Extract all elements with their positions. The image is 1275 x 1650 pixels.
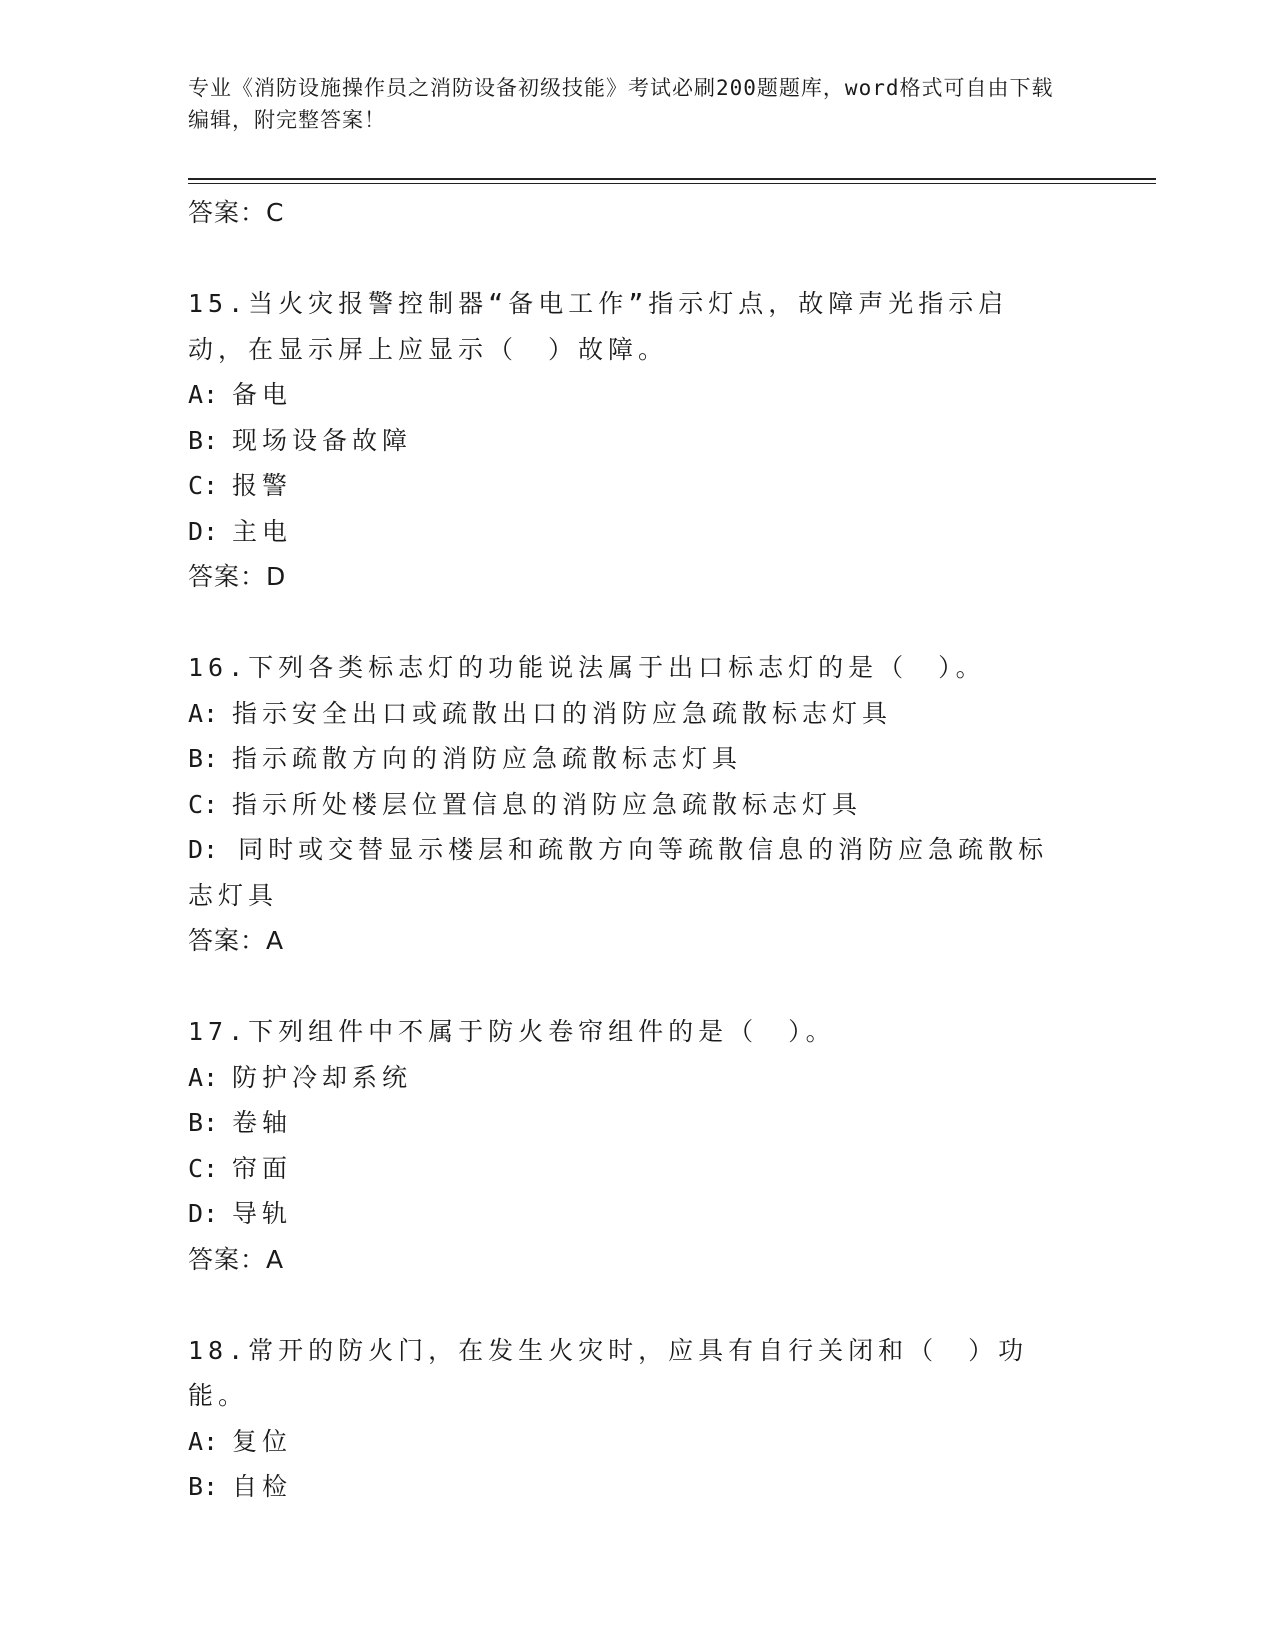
option-text: 导轨 [232, 1199, 293, 1228]
header-rule-thin [188, 183, 1156, 184]
option-key: D: [188, 835, 219, 864]
answer-line: 答案：C [188, 198, 285, 227]
option-b [188, 736, 1088, 782]
option-key: D: [188, 1199, 219, 1228]
option-a [188, 1419, 1088, 1465]
option-key: B: [188, 1472, 219, 1501]
option-text: 指示疏散方向的消防应急疏散标志灯具 [232, 744, 743, 773]
option-text: 防护冷却系统 [232, 1062, 413, 1092]
option-d [188, 827, 1068, 918]
answer-line: 答案：D [188, 562, 287, 591]
question-block [188, 281, 1088, 600]
option-key: C: [188, 471, 219, 500]
option-key: A: [188, 380, 219, 409]
option-c [188, 1146, 1088, 1192]
question-block [188, 1328, 1088, 1510]
option-a [188, 691, 1088, 737]
option-key: C: [188, 789, 219, 819]
answer-line: 答案：A [188, 1244, 285, 1274]
option-c [188, 782, 1088, 828]
option-key: D: [188, 516, 219, 546]
question-text: 18.常开的防火门，在发生火灾时，应具有自行关闭和（ ）功能。 [188, 1335, 1029, 1410]
option-key: A: [188, 1062, 219, 1092]
answer-line: 答案：A [188, 926, 285, 955]
option-d [188, 1191, 1088, 1237]
option-text: 帘面 [232, 1153, 293, 1183]
option-text: 备电 [232, 380, 293, 409]
option-key: A: [188, 698, 219, 728]
option-key: B: [188, 744, 219, 773]
option-b [188, 418, 1088, 464]
option-a [188, 1055, 1088, 1101]
option-text: 现场设备故障 [232, 425, 413, 455]
option-b [188, 1464, 1088, 1510]
question-text: 17.下列组件中不属于防火卷帘组件的是（ ）。 [188, 1017, 836, 1046]
option-text: 指示安全出口或疏散出口的消防应急疏散标志灯具 [232, 698, 893, 728]
question-text: 16.下列各类标志灯的功能说法属于出口标志灯的是（ ）。 [188, 653, 986, 682]
option-text: 报警 [232, 471, 293, 500]
option-c [188, 463, 1088, 509]
option-text: 同时或交替显示楼层和疏散方向等疏散信息的消防应急疏散标志灯具 [188, 835, 1049, 910]
option-text: 自检 [232, 1472, 293, 1501]
option-text: 主电 [232, 516, 293, 546]
document-header: 专业《消防设施操作员之消防设备初级技能》考试必刷200题题库，word格式可自由下载编辑，附完整答案！ [188, 76, 1054, 132]
option-key: B: [188, 425, 219, 455]
header-rule-thick [188, 178, 1156, 180]
option-key: C: [188, 1153, 219, 1183]
option-text: 指示所处楼层位置信息的消防应急疏散标志灯具 [232, 789, 863, 819]
option-text: 复位 [232, 1426, 293, 1456]
question-list [188, 190, 1088, 1510]
option-a [188, 372, 1088, 418]
option-d [188, 509, 1088, 555]
question-text: 15.当火灾报警控制器“备电工作”指示灯点，故障声光指示启动，在显示屏上应显示（ ）故障。 [188, 289, 1009, 364]
option-key: A: [188, 1426, 219, 1456]
option-b [188, 1100, 1088, 1146]
option-key: B: [188, 1108, 219, 1137]
question-block [188, 645, 1088, 964]
option-text: 卷轴 [232, 1108, 293, 1137]
question-block [188, 1009, 1088, 1282]
